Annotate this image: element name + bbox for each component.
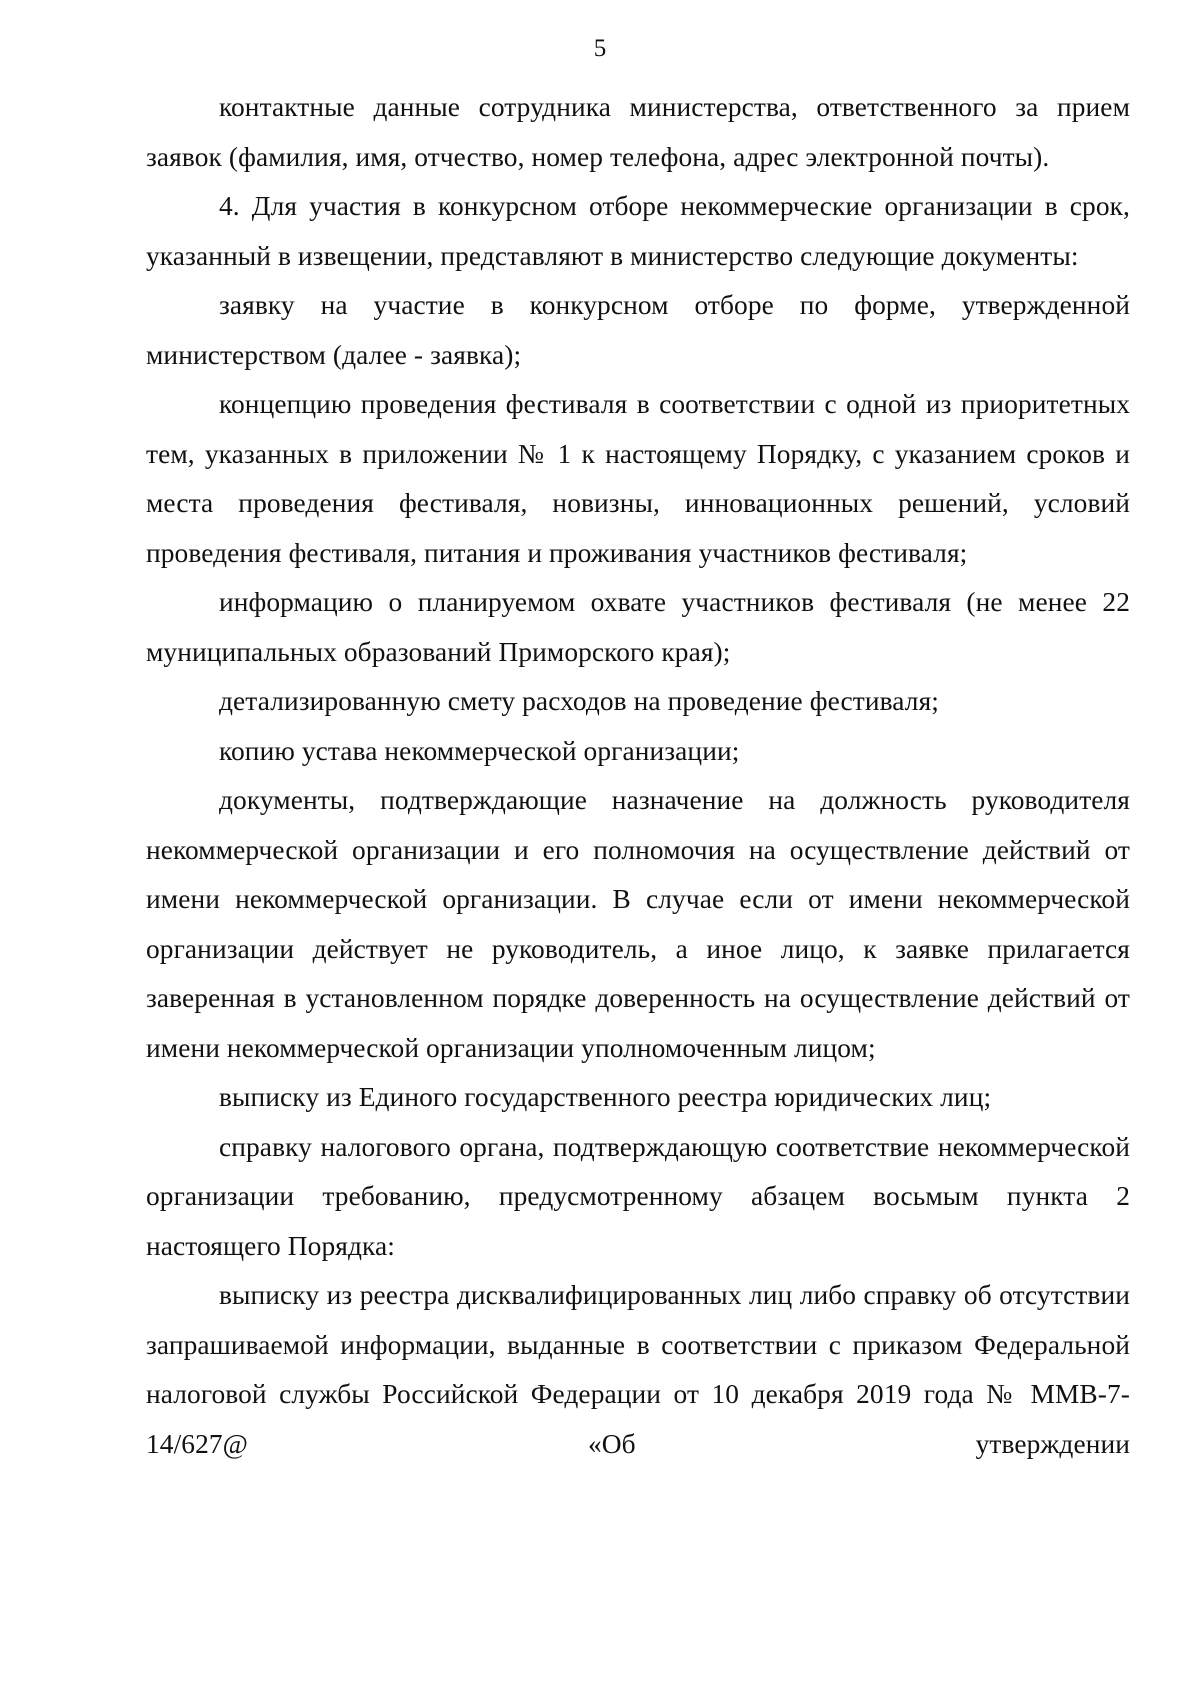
paragraph-cost-estimate: детализированную смету расходов на проведение фестиваля; xyxy=(219,686,939,716)
paragraph-tax-certificate: справку налогового органа, подтверждающую соответствие некоммерческой организации требованию, предусмотренному абзацем восьмым пункта 2 настоящего Порядка: xyxy=(146,1131,1130,1261)
paragraph-application: заявку на участие в конкурсном отборе по форме, утвержденной министерством (далее - заявка); xyxy=(146,290,1130,370)
paragraph-coverage-info: информацию о планируемом охвате участников фестиваля (не менее 22 муниципальных образований Приморского края); xyxy=(146,587,1130,667)
paragraph-charter-copy: копию устава некоммерческой организации; xyxy=(219,735,740,766)
document-body xyxy=(146,83,1130,1469)
paragraph-item-4: 4. Для участия в конкурсном отборе некоммерческие организации в срок, указанный в извещении, представляют в министерство следующие документы: xyxy=(146,191,1130,271)
page-number: 5 xyxy=(593,35,607,62)
paragraph-disqualified-registry: выписку из реестра дисквалифицированных лиц либо справку об отсутствии запрашиваемой информации, выданные в соответствии с приказом Федеральной налоговой службы Российской Федерации от 10 декабря 2019 года № ММВ-7-14/627@ «Об утверждении xyxy=(146,1280,1130,1459)
paragraph-egrul-extract: выписку из Единого государственного реестра юридических лиц; xyxy=(219,1082,992,1112)
paragraph-festival-concept: концепцию проведения фестиваля в соответствии с одной из приоритетных тем, указанных в приложении № 1 к настоящему Порядку, с указанием сроков и места проведения фестиваля, новизны, инновационных решений, условий проведения фестиваля, питания и проживания участников фестиваля; xyxy=(146,389,1130,568)
paragraph-director-documents: документы, подтверждающие назначение на должность руководителя некоммерческой организации и его полномочия на осуществление действий от имени некоммерческой организации. В случае если от имени некоммерческой организации действует не руководитель, а иное лицо, к заявке прилагается заверенная в установленном порядке доверенность на осуществление действий от имени некоммерческой организации уполномоченным лицом; xyxy=(146,785,1130,1063)
paragraph-contact-data: контактные данные сотрудника министерства, ответственного за прием заявок (фамилия, имя, отчество, номер телефона, адрес электронной почты). xyxy=(146,92,1130,172)
